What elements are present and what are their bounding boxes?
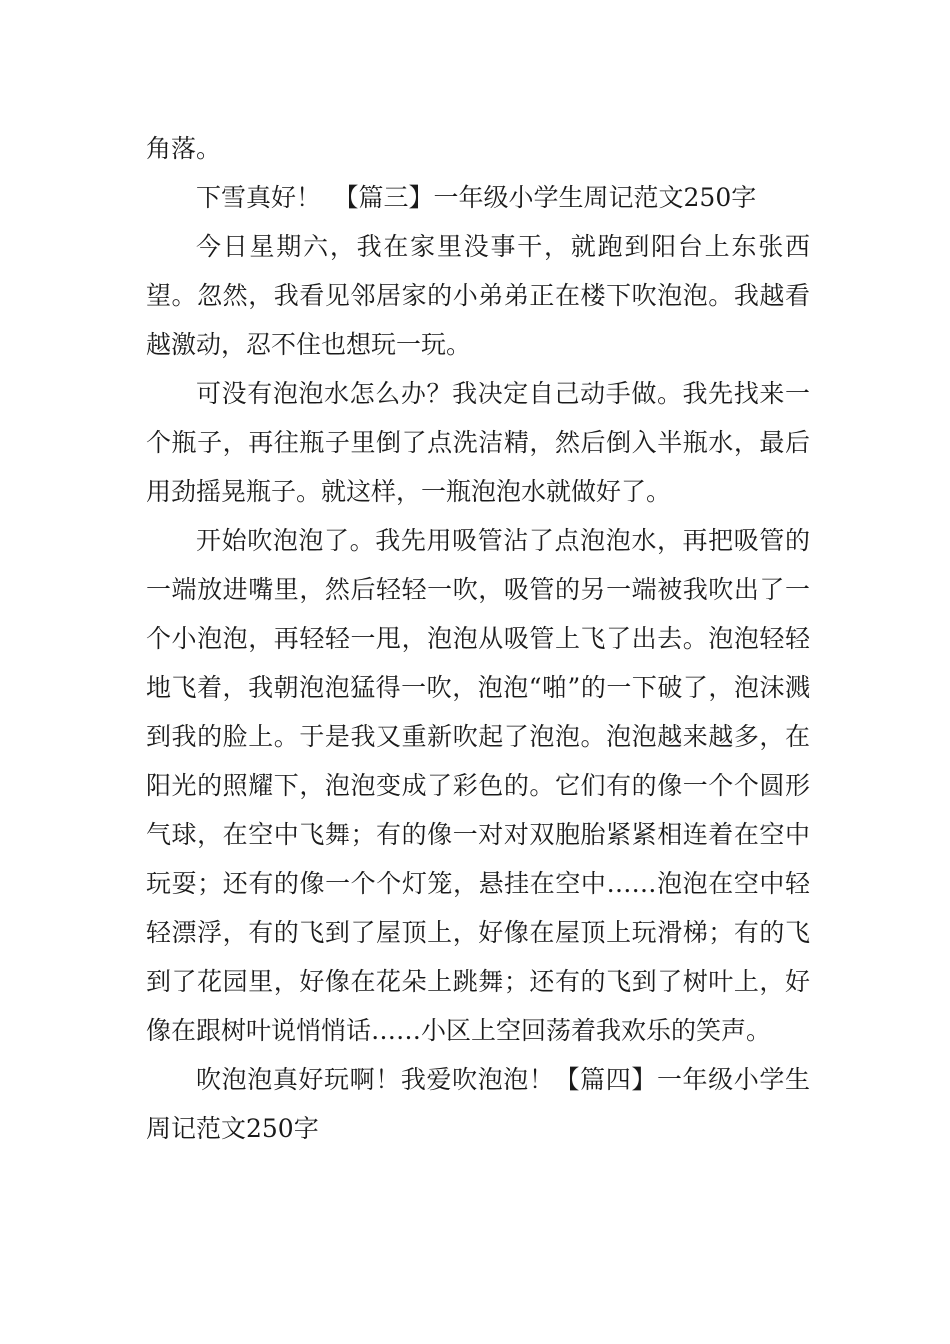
paragraph-4: 可没有泡泡水怎么办？我决定自己动手做。我先找来一个瓶子，再往瓶子里倒了点洗洁精，然后倒入半瓶水，最后用劲摇晃瓶子。就这样，一瓶泡泡水就做好了。 bbox=[146, 379, 810, 506]
document-body bbox=[146, 124, 810, 1153]
paragraph-2: 下雪真好！ 【篇三】一年级小学生周记范文250字 bbox=[196, 183, 757, 212]
paragraph-3: 今日星期六，我在家里没事干，就跑到阳台上东张西望。忽然，我看见邻居家的小弟弟正在楼下吹泡泡。我越看越激动，忍不住也想玩一玩。 bbox=[146, 232, 810, 359]
paragraph-6: 吹泡泡真好玩啊！我爱吹泡泡！【篇四】一年级小学生周记范文250字 bbox=[146, 1065, 810, 1143]
paragraph-5: 开始吹泡泡了。我先用吸管沾了点泡泡水，再把吸管的一端放进嘴里，然后轻轻一吹，吸管的另一端被我吹出了一个小泡泡，再轻轻一甩，泡泡从吸管上飞了出去。泡泡轻轻地飞着，我朝泡泡猛得一吹，泡泡“啪”的一下破了，泡沫溅到我的脸上。于是我又重新吹起了泡泡。泡泡越来越多，在阳光的照耀下，泡泡变成了彩色的。它们有的像一个个圆形气球，在空中飞舞；有的像一对对双胞胎紧紧相连着在空中玩耍；还有的像一个个灯笼，悬挂在空中……泡泡在空中轻轻漂浮，有的飞到了屋顶上，好像在屋顶上玩滑梯；有的飞到了花园里，好像在花朵上跳舞；还有的飞到了树叶上，好像在跟树叶说悄悄话……小区上空回荡着我欢乐的笑声。 bbox=[146, 526, 810, 1045]
paragraph-1: 角落。 bbox=[146, 134, 222, 163]
